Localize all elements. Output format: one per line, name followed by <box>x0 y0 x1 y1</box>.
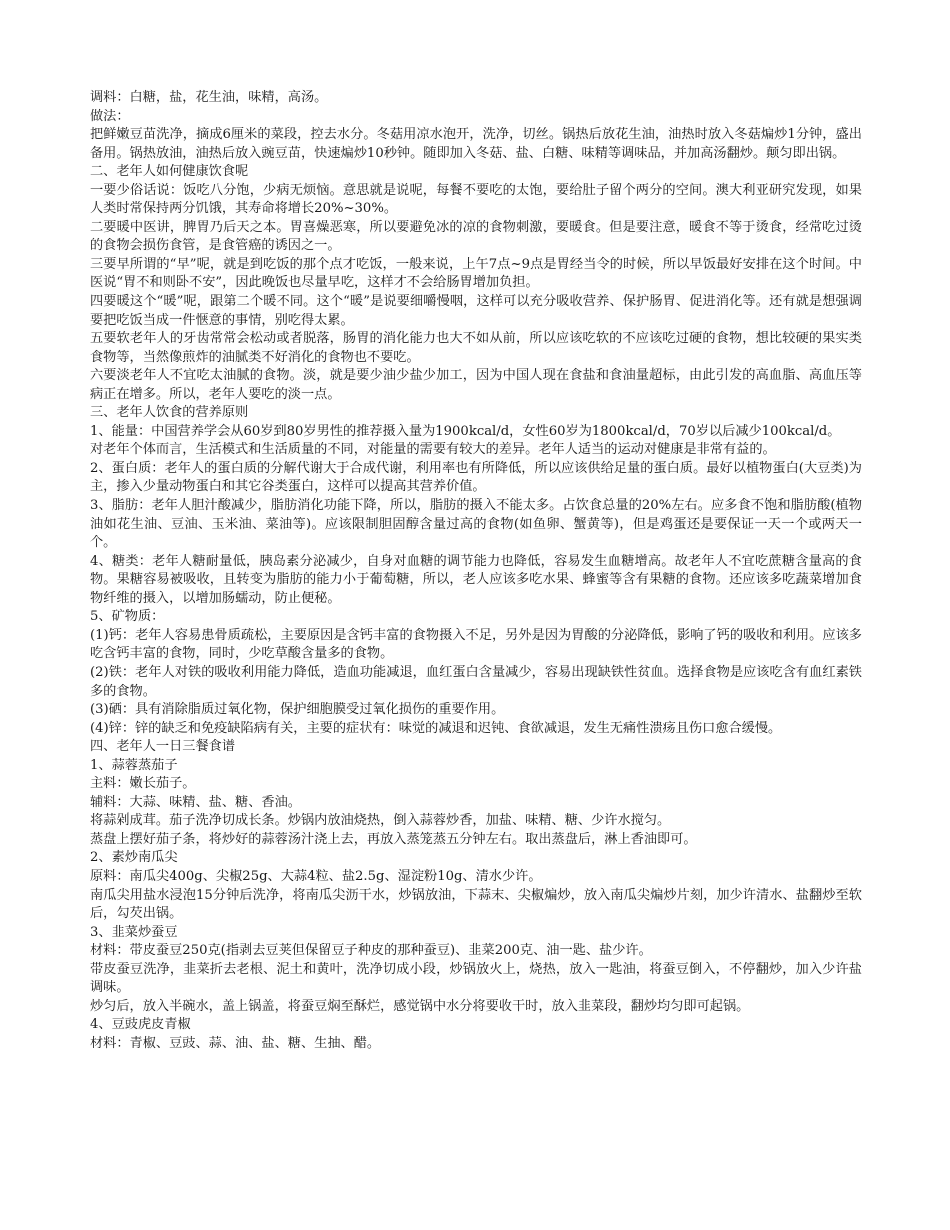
text-line: 调料：白糖，盐，花生油，味精，高汤。 <box>90 90 328 105</box>
section-heading: 二、老年人如何健康饮食呢 <box>90 164 249 180</box>
paragraph: (2)铁：老年人对铁的吸收利用能力降低，造血功能减退，血红蛋白含量减少，容易出现缺铁性贫血。选择食物是应该吃含有血红素铁多的食物。 <box>90 664 862 699</box>
paragraph: 南瓜尖用盐水浸泡15分钟后洗净，将南瓜尖沥干水，炒锅放油，下蒜末、尖椒煸炒，放入南瓜尖煸炒片刻，加少许清水、盐翻炒至软后，勾芡出锅。 <box>90 887 862 922</box>
paragraph: 五要软老年人的牙齿常常会松动或者脱落，肠胃的消化能力也大不如从前，所以应该吃软的不应该吃过硬的食物，想比较硬的果实类食物等，当然像煎炸的油腻类不好消化的食物也不要吃。 <box>90 331 862 365</box>
paragraph: (4)锌：锌的缺乏和免疫缺陷病有关，主要的症状有：味觉的减退和迟钝、食欲减退，发生无痛性溃疡且伤口愈合缓慢。 <box>90 720 782 736</box>
paragraph: 三要早所谓的“早”呢，就是到吃饭的那个点才吃饭，一般来说，上午7点~9点是胃经当令的时候，所以早饭最好安排在这个时间。中医说“胃不和则卧不安”，因此晚饭也尽量早吃，这样才不会给肠胃增加负担。 <box>90 256 862 291</box>
recipe-title: 4、豆豉虎皮青椒 <box>90 1017 191 1033</box>
paragraph: 六要淡老年人不宜吃太油腻的食物。淡，就是要少油少盐少加工，因为中国人现在食盐和食油量超标，由此引发的高血脂、高血压等病正在增多。所以，老年人要吃的淡一点。 <box>90 368 862 402</box>
paragraph: (1)钙：老年人容易患骨质疏松，主要原因是含钙丰富的食物摄入不足，另外是因为胃酸的分泌降低，影响了钙的吸收和利用。应该多吃含钙丰富的食物，同时，少吃草酸含量多的食物。 <box>90 627 862 662</box>
paragraph: 材料：带皮蚕豆250克(指剥去豆荚但保留豆子种皮的那种蚕豆)、韭菜200克、油一匙、盐少许。 <box>90 943 652 959</box>
paragraph: 把鲜嫩豆苗洗净，摘成6厘米的菜段，控去水分。冬菇用凉水泡开，洗净，切丝。锅热后放花生油，油热时放入冬菇煸炒1分钟，盛出备用。锅热放油，油热后放入豌豆苗，快速煸炒10秒钟。随即加入冬菇、盐、白糖、味精等调味品，并加高汤翻炒。颠匀即出锅。 <box>90 127 862 161</box>
paragraph: 4、糖类：老年人糖耐量低，胰岛素分泌减少，自身对血糖的调节能力也降低，容易发生血糖增高。故老年人不宜吃蔗糖含量高的食物。果糖容易被吸收，且转变为脂肪的能力小于葡萄糖，所以，老人应该多吃水果、蜂蜜等含有果糖的食物。还应该多吃蔬菜增加食物纤维的摄入，以增加肠蠕动，防止便秘。 <box>90 553 862 606</box>
paragraph: 原料：南瓜尖400g、尖椒25g、大蒜4粒、盐2.5g、湿淀粉10g、清水少许。 <box>90 868 542 884</box>
section-heading: 四、老年人一日三餐食谱 <box>90 739 236 755</box>
paragraph: 将蒜剁成茸。茄子洗净切成长条。炒锅内放油烧热，倒入蒜蓉炒香，加盐、味精、糖、少许水搅匀。 <box>90 813 671 829</box>
paragraph: 3、脂肪：老年人胆汁酸减少，脂肪消化功能下降，所以，脂肪的摄入不能太多。占饮食总量的20%左右。应多食不饱和脂肪酸(植物油如花生油、豆油、玉米油、菜油等)。应该限制胆固醇含量过高的食物(如鱼卵、蟹黄等)，但是鸡蛋还是要保证一天一个或两天一个。 <box>90 498 862 551</box>
text-line: 5、矿物质： <box>90 609 165 625</box>
paragraph: 四要暖这个“暖”呢，跟第二个暖不同。这个“暖”是说要细嚼慢咽，这样可以充分吸收营养、保护肠胃、促进消化等。还有就是想强调要把吃饭当成一件惬意的事情，别吃得太累。 <box>90 294 862 328</box>
paragraph: 炒匀后，放入半碗水，盖上锅盖，将蚕豆焖至酥烂，感觉锅中水分将要收干时，放入韭菜段，翻炒均匀即可起锅。 <box>90 998 750 1014</box>
paragraph: 带皮蚕豆洗净，韭菜折去老根、泥土和黄叶，洗净切成小段，炒锅放火上，烧热，放入一匙油，将蚕豆倒入，不停翻炒，加入少许盐调味。 <box>90 961 862 996</box>
document-body <box>90 89 862 1053</box>
recipe-title: 1、蒜蓉蒸茄子 <box>90 757 178 773</box>
paragraph: 二要暖中医讲，脾胃乃后天之本。胃喜燥恶寒，所以要避免冰的凉的食物刺激，要暖食。但是要注意，暖食不等于烫食，经常吃过烫的食物会损伤食管，是食管癌的诱因之一。 <box>90 219 862 254</box>
paragraph: 蒸盘上摆好茄子条，将炒好的蒜蓉汤汁浇上去，再放入蒸笼蒸五分钟左右。取出蒸盘后，淋上香油即可。 <box>90 831 697 847</box>
text-line: 材料：青椒、豆豉、蒜、油、盐、糖、生抽、醋。 <box>90 1035 381 1051</box>
recipe-title: 3、韭菜炒蚕豆 <box>90 924 178 940</box>
recipe-title: 2、素炒南瓜尖 <box>90 850 178 866</box>
paragraph: 2、蛋白质：老年人的蛋白质的分解代谢大于合成代谢，利用率也有所降低，所以应该供给足量的蛋白质。最好以植物蛋白(大豆类)为主，掺入少量动物蛋白和其它谷类蛋白，这样可以提高其营养价值。 <box>90 460 862 495</box>
text-line: 做法： <box>90 108 130 124</box>
paragraph: 对老年个体而言，生活模式和生活质量的不同，对能量的需要有较大的差异。老年人适当的运动对健康是非常有益的。 <box>90 442 776 458</box>
section-heading: 三、老年人饮食的营养原则 <box>90 405 249 421</box>
text-line: 主料：嫩长茄子。 <box>90 776 196 792</box>
text-line: 辅料：大蒜、味精、盐、糖、香油。 <box>90 794 301 810</box>
paragraph: 1、能量：中国营养学会从60岁到80岁男性的推荐摄入量为1900kcal/d，女性60岁为1800kcal/d，70岁以后减少100kcal/d。 <box>90 423 841 439</box>
paragraph: 一要少俗话说：饭吃八分饱，少病无烦恼。意思就是说呢，每餐不要吃的太饱，要给肚子留个两分的空间。澳大利亚研究发现，如果人类时常保持两分饥饿，其寿命将增长20%~30%。 <box>90 182 862 217</box>
paragraph: (3)硒：具有消除脂质过氧化物，保护细胞膜受过氧化损伤的重要作用。 <box>90 702 505 718</box>
